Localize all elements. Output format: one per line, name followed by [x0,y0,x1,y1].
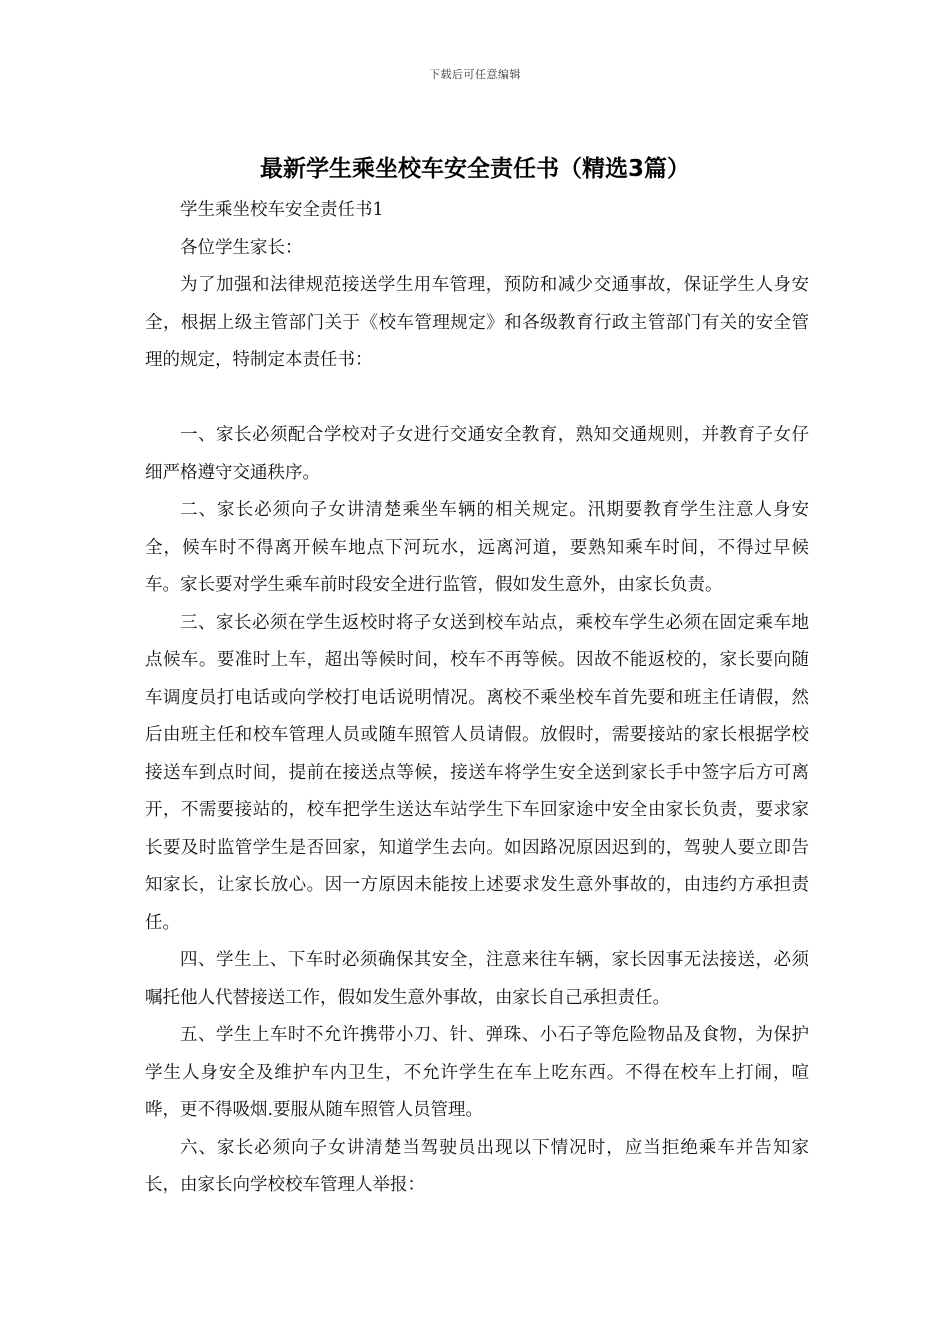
document-subtitle: 学生乘坐校车安全责任书1 [180,200,384,220]
intro-paragraph: 为了加强和法律规范接送学生用车管理，预防和减少交通事故，保证学生人身安全，根据上级主管部门关于《校车管理规定》和各级教育行政主管部门有关的安全管理的规定，特制定本责任书： [145,275,809,370]
clause-1: 一、家长必须配合学校对子女进行交通安全教育，熟知交通规则，并教育子女仔细严格遵守交通秩序。 [145,425,809,483]
document-body [145,192,809,1205]
clause-5: 五、学生上车时不允许携带小刀、针、弹珠、小石子等危险物品及食物，为保护学生人身安全及维护车内卫生，不允许学生在车上吃东西。不得在校车上打闹，喧哗，更不得吸烟.要服从随车照管人员管理。 [145,1025,809,1120]
clause-4: 四、学生上、下车时必须确保其安全，注意来往车辆，家长因事无法接送，必须嘱托他人代替接送工作，假如发生意外事故，由家长自己承担责任。 [145,950,809,1008]
document-title: 最新学生乘坐校车安全责任书（精选3篇） [259,156,690,182]
greeting: 各位学生家长： [180,237,303,258]
paragraph-spacer [145,380,809,418]
clause-3: 三、家长必须在学生返校时将子女送到校车站点，乘校车学生必须在固定乘车地点候车。要准时上车，超出等候时间，校车不再等候。因故不能返校的，家长要向随车调度员打电话或向学校打电话说明情况。离校不乘坐校车首先要和班主任请假，然后由班主任和校车管理人员或随车照管人员请假。放假时，需要接站的家长根据学校接送车到点时间，提前在接送点等候，接送车将学生安全送到家长手中签字后方可离开，不需要接站的，校车把学生送达车站学生下车回家途中安全由家长负责，要求家长要及时监管学生是否回家，知道学生去向。如因路况原因迟到的，驾驶人要立即告知家长，让家长放心。因一方原因未能按上述要求发生意外事故的，由违约方承担责任。 [145,612,809,933]
header-note: 下载后可任意编辑 [429,68,521,81]
clause-6: 六、家长必须向子女讲清楚当驾驶员出现以下情况时，应当拒绝乘车并告知家长，由家长向学校校车管理人举报： [145,1137,809,1195]
clause-2: 二、家长必须向子女讲清楚乘坐车辆的相关规定。汛期要教育学生注意人身安全，候车时不得离开候车地点下河玩水，远离河道，要熟知乘车时间，不得过早候车。家长要对学生乘车前时段安全进行监管，假如发生意外，由家长负责。 [145,500,809,595]
